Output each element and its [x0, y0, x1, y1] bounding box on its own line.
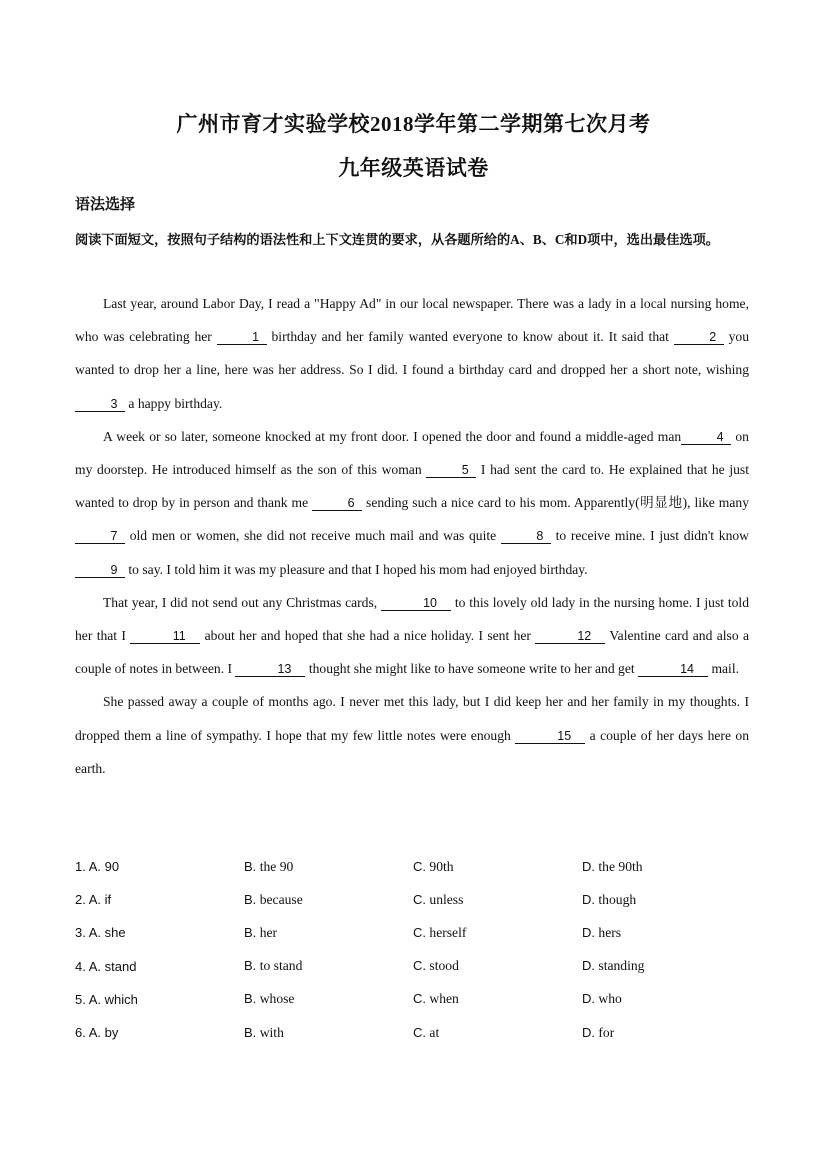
option-c: 90th [429, 858, 454, 874]
question-row [75, 950, 755, 983]
question-row [75, 1016, 755, 1049]
option-d: though [598, 891, 637, 907]
option-b-label: B. [244, 924, 257, 940]
option-a: by [104, 1025, 119, 1041]
option-b: with [259, 1024, 284, 1040]
option-c: herself [429, 924, 467, 940]
passage-text: She passed away a couple of months ago. I never met this lady, but I did keep her and her family in my thoughts. I dropped them a line of sympathy. I hope that my few little notes were enough [75, 694, 749, 743]
option-c-label: C. [413, 858, 426, 874]
blank-4: 4 [681, 430, 731, 445]
blank-11: 11 [130, 629, 200, 644]
passage-text: That year, I did not send out any Christmas cards, [103, 594, 382, 610]
passage-text: mail. [708, 661, 740, 677]
option-c: unless [429, 891, 464, 907]
question-row [75, 916, 755, 949]
option-c-label: C. [413, 891, 426, 907]
option-c: when [429, 991, 459, 1007]
option-b-label: B. [244, 958, 257, 974]
passage-paragraph-4 [75, 685, 749, 785]
question-row [75, 983, 755, 1016]
passage-text: a happy birthday. [125, 395, 223, 411]
option-c-label: C. [413, 1024, 426, 1040]
option-a-label: 1. A. [75, 859, 102, 875]
option-b-label: B. [244, 1024, 257, 1040]
option-d: hers [598, 924, 622, 940]
passage-text: Last year, around Labor Day, I read a "Happy Ad" in our local newspaper. There was a lady in a local nursing home, who was celebrating her [75, 296, 749, 345]
option-d-label: D. [582, 991, 595, 1007]
option-d-label: D. [582, 891, 595, 907]
option-b: the 90 [259, 858, 294, 874]
option-d: standing [598, 958, 645, 974]
option-d-label: D. [582, 1024, 595, 1040]
option-a: which [104, 991, 138, 1007]
reading-passage [75, 287, 749, 785]
blank-7: 7 [75, 529, 125, 544]
passage-text: a couple of her days here on earth. [75, 727, 750, 776]
option-d: the 90th [598, 858, 643, 874]
passage-paragraph-2 [75, 420, 749, 586]
section-heading: 语法选择 [75, 197, 136, 213]
question-options [75, 850, 755, 1049]
question-row [75, 883, 755, 916]
blank-14: 14 [638, 662, 708, 677]
option-b: because [259, 891, 303, 907]
blank-10: 10 [381, 596, 451, 611]
option-a: if [104, 892, 112, 908]
passage-text: about her and hoped that she had a nice holiday. I sent her [200, 628, 536, 644]
option-a-label: 4. A. [75, 958, 102, 974]
blank-6: 6 [312, 496, 362, 511]
option-a: 90 [104, 859, 120, 875]
blank-12: 12 [535, 629, 605, 644]
option-b-label: B. [244, 991, 257, 1007]
option-b: whose [259, 991, 295, 1007]
option-c: stood [429, 958, 459, 974]
option-c: at [429, 1024, 440, 1040]
passage-text: A week or so later, someone knocked at my front door. I opened the door and found a middle-aged man [103, 428, 682, 444]
option-b: to stand [259, 958, 303, 974]
passage-text: to this lovely old lady in the nursing home. I just told her that I [75, 594, 750, 644]
option-a: she [104, 925, 126, 941]
option-b: her [259, 924, 278, 940]
blank-2: 2 [674, 330, 724, 345]
passage-text: old men or women, she did not receive much mail and was quite [125, 528, 501, 544]
option-a-label: 6. A. [75, 1025, 102, 1041]
blank-5: 5 [426, 463, 476, 478]
option-d: for [598, 1024, 615, 1040]
option-c-label: C. [413, 958, 426, 974]
passage-text: Valentine card and also a couple of notes in between. I [75, 628, 749, 677]
option-d-label: D. [582, 858, 595, 874]
option-c-label: C. [413, 991, 426, 1007]
option-c-label: C. [413, 924, 426, 940]
passage-text: sending such a nice card to his mom. Apparently(明显地), like many [362, 495, 749, 511]
passage-text: to receive mine. I just didn't know [550, 528, 750, 544]
passage-text: to say. I told him it was my pleasure and that I hoped his mom had enjoyed birthday. [125, 561, 588, 577]
option-b-label: B. [244, 891, 257, 907]
passage-text: you wanted to drop her a line, here was her address. So I did. I found a birthday card and dropped her a short note, wishing [75, 329, 749, 378]
option-a: stand [104, 958, 137, 974]
passage-paragraph-3 [75, 586, 749, 686]
passage-text: thought she might like to have someone write to her and get [305, 661, 639, 677]
passage-text: birthday and her family wanted everyone to know about it. It said that [266, 329, 674, 345]
blank-1: 1 [217, 330, 267, 345]
question-row [75, 850, 755, 883]
exam-subtitle: 九年级英语试卷 [338, 156, 489, 180]
passage-text: I had sent the card to. He explained that he just wanted to drop by in person and thank me [75, 462, 749, 511]
option-d: who [598, 991, 622, 1007]
passage-text: on my doorstep. He introduced himself as the son of this woman [75, 428, 749, 478]
blank-3: 3 [75, 397, 125, 412]
option-d-label: D. [582, 958, 595, 974]
option-a-label: 5. A. [75, 991, 102, 1007]
exam-title: 广州市育才实验学校2018学年第二学期第七次月考 [176, 112, 651, 136]
option-a-label: 3. A. [75, 925, 102, 941]
option-a-label: 2. A. [75, 892, 102, 908]
section-instructions: 阅读下面短文，按照句子结构的语法性和上下文连贯的要求，从各题所给的A、B、C和D项中，选出最佳选项。 [75, 232, 719, 247]
blank-15: 15 [515, 729, 585, 744]
blank-9: 9 [75, 563, 125, 578]
passage-paragraph-1 [75, 287, 749, 420]
blank-8: 8 [501, 529, 551, 544]
option-b-label: B. [244, 858, 257, 874]
option-d-label: D. [582, 924, 595, 940]
blank-13: 13 [235, 662, 305, 677]
